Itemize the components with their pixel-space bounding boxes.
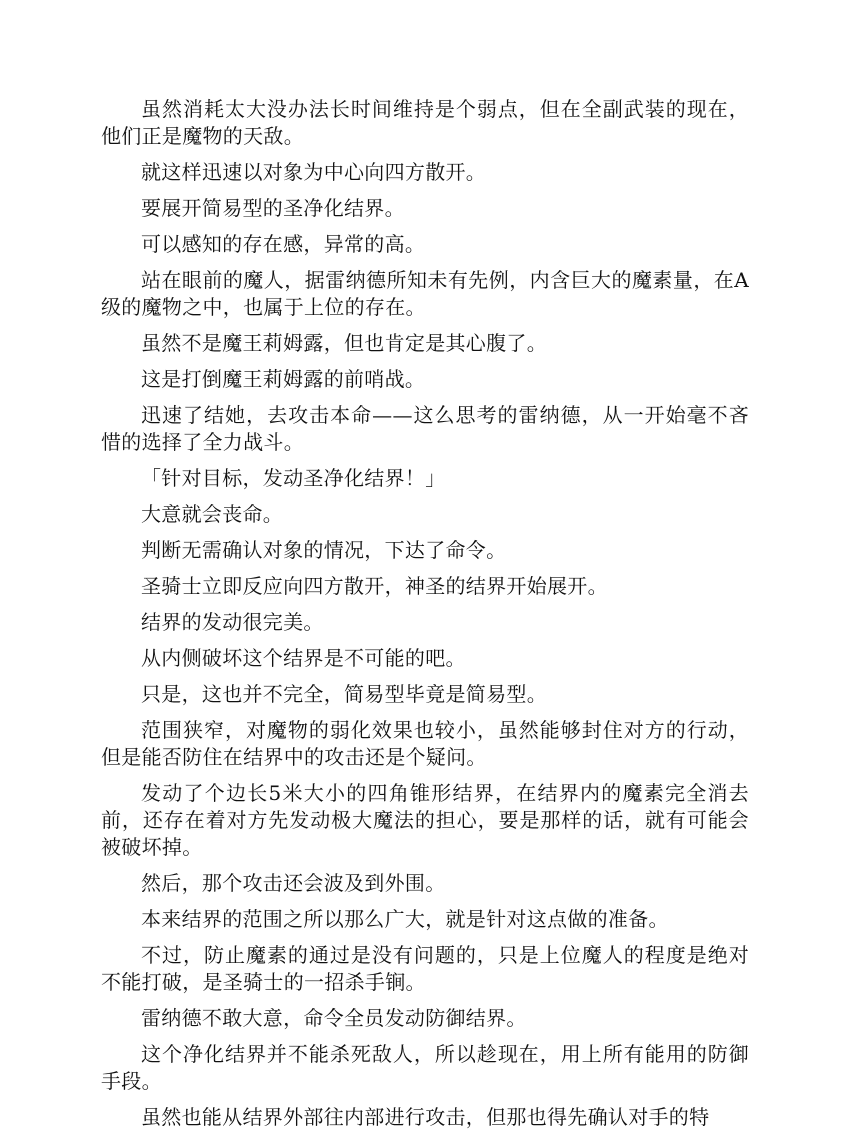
- paragraph: 可以感知的存在感，异常的高。: [141, 232, 426, 256]
- paragraph: 虽然不是魔王莉姆露，但也肯定是其心腹了。: [141, 331, 547, 355]
- paragraph: 虽然消耗太大没办法长时间维持是个弱点，但在全副武装的现在，他们正是魔物的天敌。: [101, 97, 749, 148]
- paragraph: 本来结界的范围之所以那么广大，就是针对这点做的准备。: [141, 907, 669, 931]
- document-page: [101, 96, 749, 1140]
- paragraph: 迅速了结她，去攻击本命——这么思考的雷纳德，从一开始毫不吝惜的选择了全力战斗。: [101, 403, 749, 454]
- paragraph: 这个净化结界并不能杀死敌人，所以趁现在，用上所有能用的防御手段。: [101, 1042, 749, 1093]
- paragraph: 站在眼前的魔人，据雷纳德所知未有先例，内含巨大的魔素量，在A级的魔物之中，也属于上位的存在。: [101, 268, 749, 319]
- paragraph: 大意就会丧命。: [141, 502, 284, 526]
- paragraph: 只是，这也并不完全，简易型毕竟是简易型。: [141, 682, 547, 706]
- paragraph: 要展开简易型的圣净化结界。: [141, 196, 405, 220]
- paragraph: 范围狭窄，对魔物的弱化效果也较小，虽然能够封住对方的行动，但是能否防住在结界中的攻击还是个疑问。: [101, 718, 749, 769]
- paragraph: 圣骑士立即反应向四方散开，神圣的结界开始展开。: [141, 574, 608, 598]
- dialogue-paragraph: 「针对目标，发动圣净化结界！」: [141, 466, 446, 490]
- paragraph: 结界的发动很完美。: [141, 610, 324, 634]
- paragraph: 雷纳德不敢大意，命令全员发动防御结界。: [141, 1006, 527, 1030]
- paragraph: 这是打倒魔王莉姆露的前哨战。: [141, 367, 426, 391]
- paragraph: 从内侧破坏这个结界是不可能的吧。: [141, 646, 466, 670]
- paragraph: 判断无需确认对象的情况，下达了命令。: [141, 538, 507, 562]
- paragraph: 不过，防止魔素的通过是没有问题的，只是上位魔人的程度是绝对不能打破，是圣骑士的一招杀手锏。: [101, 943, 749, 994]
- paragraph: 虽然也能从结界外部往内部进行攻击，但那也得先确认对手的特: [141, 1105, 710, 1129]
- paragraph: 就这样迅速以对象为中心向四方散开。: [141, 160, 487, 184]
- paragraph: 然后，那个攻击还会波及到外围。: [141, 871, 446, 895]
- paragraph: 发动了个边长5米大小的四角锥形结界，在结界内的魔素完全消去前，还存在着对方先发动极大魔法的担心，要是那样的话，就有可能会被破坏掉。: [101, 781, 749, 859]
